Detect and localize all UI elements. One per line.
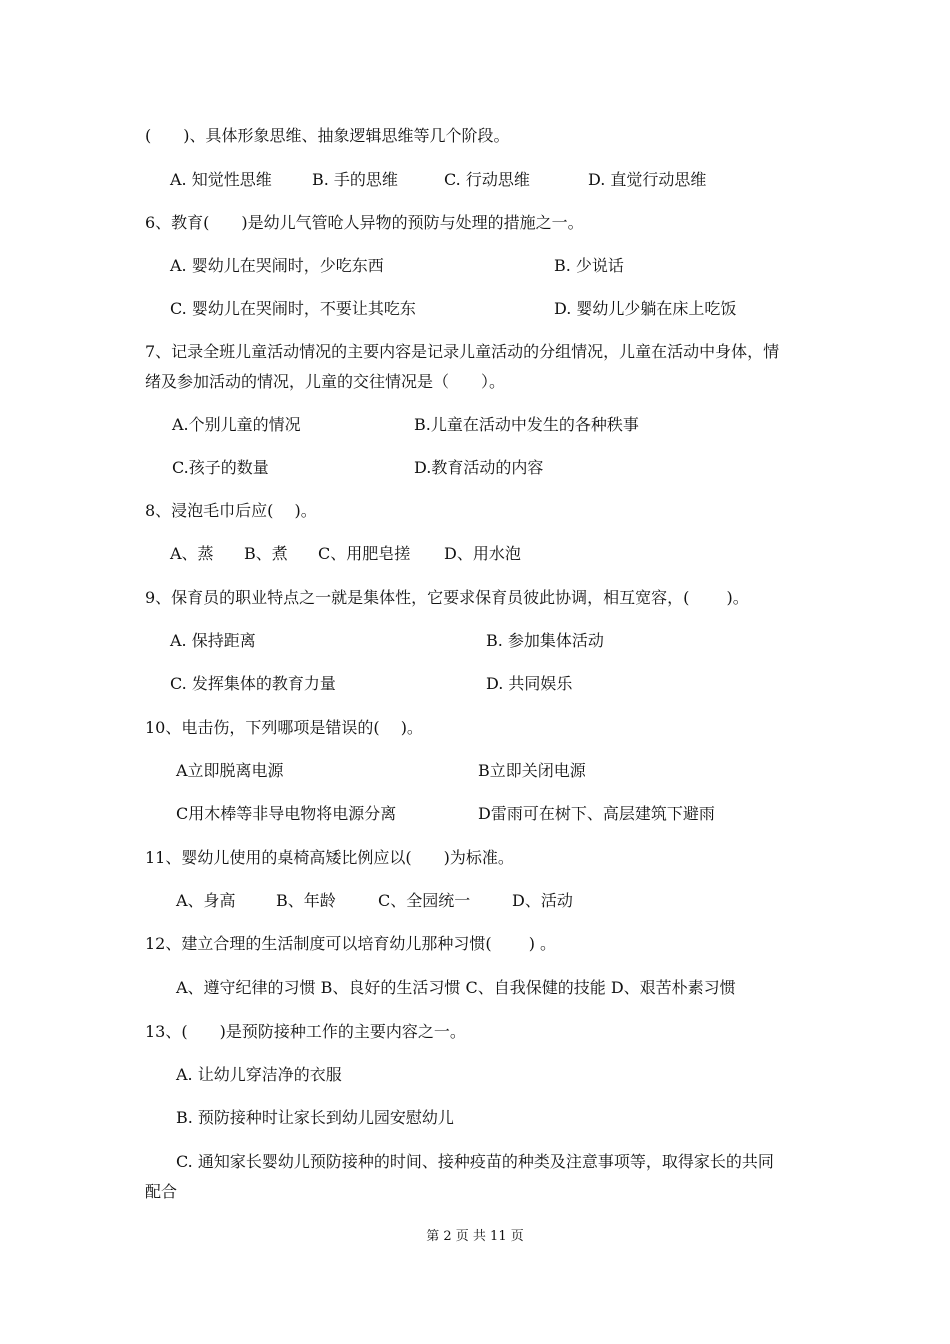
q6-option-a: A. 婴幼儿在哭闹时，少吃东西 bbox=[170, 256, 384, 275]
q10-option-a: A立即脱离电源 bbox=[176, 761, 284, 780]
q6-option-b: B. 少说话 bbox=[554, 256, 624, 275]
question-12-stem: 12、建立合理的生活制度可以培育幼儿那种习惯( ) 。 bbox=[145, 934, 557, 953]
q11-option-c: C、全园统一 bbox=[378, 891, 471, 910]
q13-option-b: B. 预防接种时让家长到幼儿园安慰幼儿 bbox=[176, 1108, 454, 1127]
question-9-stem: 9、保育员的职业特点之一就是集体性，它要求保育员彼此协调，相互宽容，( )。 bbox=[145, 588, 749, 607]
question-11-stem: 11、婴幼儿使用的桌椅高矮比例应以( )为标准。 bbox=[145, 848, 514, 867]
q5-option-a: A. 知觉性思维 bbox=[170, 170, 272, 189]
q9-option-a: A. 保持距离 bbox=[170, 631, 256, 650]
q7-option-a: A.个别儿童的情况 bbox=[172, 415, 301, 434]
q13-option-a: A. 让幼儿穿洁净的衣服 bbox=[176, 1065, 342, 1084]
q11-option-d: D、活动 bbox=[512, 891, 573, 910]
question-6-stem: 6、教育( )是幼儿气管呛人异物的预防与处理的措施之一。 bbox=[145, 213, 584, 232]
q10-option-d: D雷雨可在树下、高层建筑下避雨 bbox=[478, 804, 715, 823]
page-footer: 第 2 页 共 11 页 bbox=[426, 1229, 524, 1244]
q10-option-c: C用木棒等非导电物将电源分离 bbox=[176, 804, 397, 823]
q11-option-a: A、身高 bbox=[176, 891, 236, 910]
q10-option-b: B立即关闭电源 bbox=[478, 761, 586, 780]
q6-option-d: D. 婴幼儿少躺在床上吃饭 bbox=[554, 299, 737, 318]
question-7-stem-line2: 绪及参加活动的情况，儿童的交往情况是（ ）。 bbox=[145, 372, 506, 391]
q5-option-b: B. 手的思维 bbox=[312, 170, 398, 189]
question-13-stem: 13、( )是预防接种工作的主要内容之一。 bbox=[145, 1022, 466, 1041]
question-8-stem: 8、浸泡毛巾后应( )。 bbox=[145, 501, 317, 520]
q8-option-b: B、煮 bbox=[244, 544, 288, 563]
q5-option-c: C. 行动思维 bbox=[444, 170, 530, 189]
q7-option-d: D.教育活动的内容 bbox=[414, 458, 544, 477]
q12-options: A、遵守纪律的习惯 B、良好的生活习惯 C、自我保健的技能 D、艰苦朴素习惯 bbox=[176, 978, 736, 997]
q9-option-b: B. 参加集体活动 bbox=[486, 631, 604, 650]
q9-option-c: C. 发挥集体的教育力量 bbox=[170, 674, 336, 693]
q8-option-c: C、用肥皂搓 bbox=[318, 544, 411, 563]
q11-option-b: B、年龄 bbox=[276, 891, 336, 910]
q9-option-d: D. 共同娱乐 bbox=[486, 674, 573, 693]
question-5-stem-continued: ( )、具体形象思维、抽象逻辑思维等几个阶段。 bbox=[145, 126, 510, 145]
q8-option-d: D、用水泡 bbox=[444, 544, 521, 563]
q5-option-d: D. 直觉行动思维 bbox=[588, 170, 707, 189]
question-10-stem: 10、电击伤，下列哪项是错误的( )。 bbox=[145, 718, 423, 737]
q8-option-a: A、蒸 bbox=[170, 544, 214, 563]
q13-option-c-line1: C. 通知家长婴幼儿预防接种的时间、接种疫苗的种类及注意事项等，取得家长的共同 bbox=[176, 1152, 774, 1171]
q6-option-c: C. 婴幼儿在哭闹时，不要让其吃东 bbox=[170, 299, 416, 318]
question-7-stem-line1: 7、记录全班儿童活动情况的主要内容是记录儿童活动的分组情况，儿童在活动中身体，情 bbox=[145, 342, 780, 361]
q7-option-c: C.孩子的数量 bbox=[172, 458, 269, 477]
q13-option-c-line2: 配合 bbox=[145, 1182, 178, 1201]
q7-option-b: B.儿童在活动中发生的各种秩事 bbox=[414, 415, 639, 434]
